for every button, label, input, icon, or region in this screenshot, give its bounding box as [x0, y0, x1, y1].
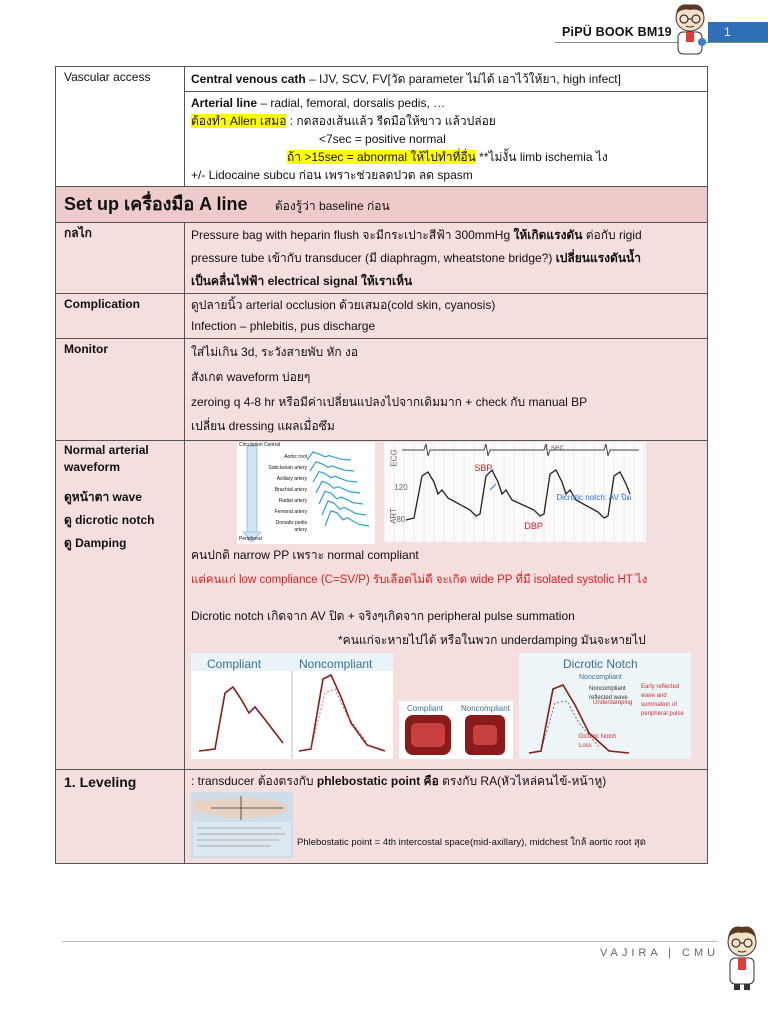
mechanism-cell [185, 223, 708, 294]
noncompliant-title: Noncompliant [299, 657, 373, 672]
setup-header-cell [56, 187, 708, 223]
artery-site-label: Dorsalis pedis artery [275, 519, 307, 534]
setup-note: ต้องรู้ว่า baseline ก่อน [274, 199, 390, 213]
complication-label-cell [56, 294, 185, 339]
fig1-bottom-label: Peripheral [239, 535, 262, 542]
artery-site-label: Brachial artery [274, 486, 307, 493]
monitor-line3: zeroing q 4-8 hr หรือมีค่าเปลี่ยนแปลงไปจากเดิมมาก + check กับ manual BP [191, 394, 588, 409]
waveform-label-cell [56, 440, 185, 769]
reflected-wave-label: Noncompliant reflected wave [589, 686, 628, 702]
notch-loss-label: Dicrotic Notch Loss [579, 734, 617, 750]
leveling-line1: : transducer ต้องตรงกับ [191, 774, 317, 789]
mechanism-line3: เป็นคลื่นไฟฟ้า electrical signal ให้เราเห็น [191, 273, 413, 288]
allen-test-text: : กดสองเส้นแล้ว รีดมือให้ขาว แล้วปล่อย [286, 114, 496, 128]
arterial-line-title: Arterial line [191, 96, 258, 110]
patient-svg [191, 792, 293, 858]
artery-site-label: Aortic root [284, 453, 307, 460]
vessel-noncompliant-label: Noncompliant [461, 704, 510, 714]
sbp-label: SBP [474, 462, 493, 473]
mechanism-line1-bold: ให้เกิดแรงดัน [513, 228, 583, 242]
artery-site-label: Axillary artery [276, 475, 307, 482]
leveling-cell [185, 770, 708, 864]
cvc-text: – IJV, SCV, FV[วัด parameter ไม่ได้ เอาไว้ให้ยา, high infect] [305, 72, 621, 86]
leveling-line1-end: ตรงกับ RA(หัวไหล่คนไข้-หน้าหู) [438, 774, 607, 789]
leveling-label-cell [56, 770, 185, 864]
waveform-sub1: ดูหน้าตา wave [64, 490, 142, 505]
mechanism-label-cell [56, 223, 185, 294]
waveform-line2: แต่คนแก่ low compliance (C=SV/P) รับเลือดไม่ดี จะเกิด wide PP ที่มี isolated systolic HT ไง [191, 573, 648, 586]
lidocaine-note: +/- Lidocaine subcu ก่อน เพราะช่วยลดปวด ลด spasm [191, 168, 473, 182]
underdamping-label: Underdamping [593, 700, 633, 707]
footer-rule [62, 941, 717, 942]
art-label: ART [389, 507, 399, 524]
dicrotic-notch-figure [519, 653, 691, 759]
monitor-label-cell [56, 339, 185, 440]
arterial-line-sites: – radial, femoral, dorsalis pedis, … [257, 96, 446, 110]
propagation-wave-0 [307, 452, 351, 460]
waveform-line1: คนปกติ narrow PP เพราะ normal compliant [191, 547, 419, 562]
monitor-line4: เปลี่ยน dressing แผลเมื่อซึม [191, 419, 335, 434]
vessel-compliant-label: Compliant [407, 704, 444, 714]
complication-label: Complication [64, 297, 141, 312]
mechanism-label: กลไก [64, 226, 92, 240]
doctor-mascot-icon [670, 2, 710, 58]
vascular-access-label: Vascular access [64, 70, 151, 84]
compliance-waveform-figure [191, 653, 393, 759]
mechanism-line2-bold: เปลี่ยนแรงดันน้ำ [555, 250, 641, 265]
artery-site-label: Subclavian artery [268, 464, 307, 471]
art-scale-top: 120 [394, 482, 408, 492]
art-scale-bottom: 80 [396, 514, 406, 524]
ecg-label: ECG [390, 449, 400, 467]
early-reflected-label: Early reflected wave and summation of peripheral pulse [641, 684, 684, 718]
dicrotic-noncompliant-label: Noncompliant [579, 674, 622, 682]
cvc-cell [185, 67, 708, 92]
leveling-label: 1. Leveling [64, 774, 137, 791]
monitor-line1: ใส่ไม่เกิน 3d, ระวังสายพับ หัก งอ [191, 345, 359, 360]
waveform-line3: Dicrotic notch เกิดจาก AV ปิด + จริงๆเกิดจาก peripheral pulse summation [191, 609, 575, 624]
arterial-line-cell [185, 92, 708, 187]
cvc-title: Central venous cath [191, 72, 306, 86]
mechanism-line1: Pressure bag with heparin flush จะมีกระเปาะสีฟ้า 300mmHg [191, 228, 514, 242]
vessel-compliance-figure [399, 701, 513, 759]
dicrotic-notch-title: Dicrotic Notch [563, 657, 638, 672]
leveling-line1-bold: phlebostatic point คือ [316, 774, 439, 789]
dicrotic-notch-label: Dicrotic notch: AV ปิด [556, 492, 632, 502]
wave-propagation-figure [237, 442, 375, 544]
monitor-line2: สังเกต waveform บ่อยๆ [191, 369, 311, 384]
propagation-wave-3 [316, 481, 360, 493]
waveform-cell [185, 440, 708, 769]
phlebostatic-figure [191, 792, 293, 858]
propagation-wave-2 [313, 471, 357, 481]
doctor-mascot-footer-icon [722, 924, 762, 990]
setup-title: Set up เครื่องมือ A line [64, 194, 248, 214]
propagation-wave-6 [325, 511, 369, 526]
header-rule [555, 42, 768, 43]
dbp-label: DBP [524, 520, 543, 531]
complication-cell [185, 294, 708, 339]
waveform-sub2: ดู dicrotic notch [64, 513, 155, 528]
waveform-sub3: ดู Damping [64, 535, 127, 550]
page-number: 1 [708, 22, 768, 42]
mechanism-line1-end: ต่อกับ rigid [582, 228, 642, 242]
monitor-label: Monitor [64, 342, 108, 357]
book-title: PiPÜ BOOK BM19 [562, 25, 672, 39]
waveform-line4: *คนแก่จะหายไปได้ หรือในพวก underdamping มันจะหายไป [338, 633, 646, 648]
complication-line2: Infection – phlebitis, pus discharge [191, 319, 376, 334]
artery-site-label: Femoral artery [274, 508, 307, 515]
propagation-wave-1 [310, 462, 354, 471]
monitor-cell [185, 339, 708, 440]
allen-abnormal-highlight: ถ้า >15sec = abnormal ให้ไปทำที่อื่น [287, 150, 476, 164]
mechanism-line2: pressure tube เข้ากับ transducer (มี diaphragm, wheatstone bridge?) [191, 250, 556, 265]
phlebostatic-caption: Phlebostatic point = 4th intercostal space(mid-axillary), midchest ใกล้ aortic root สุด [297, 837, 646, 849]
allen-abnormal-text: **ไม่งั้น limb ischemia ไง [475, 150, 608, 164]
allen-test-highlight: ต้องทำ Allen เสมอ [191, 114, 287, 128]
fig1-top-label: Circulation Central [239, 441, 281, 448]
art-line-ecg-figure [384, 442, 646, 542]
allen-normal: <7sec = positive normal [319, 132, 446, 146]
compliant-title: Compliant [207, 657, 262, 672]
time-scale-label: 1 sec [544, 442, 564, 452]
vascular-access-label-cell [56, 67, 185, 187]
artery-site-label: Radial artery [278, 497, 307, 504]
notes-table [55, 66, 708, 864]
waveform-label: Normal arterial waveform [64, 442, 149, 474]
footer-text: VAJIRA | CMU [600, 947, 720, 959]
complication-line1: ดูปลายนิ้ว arterial occlusion ด้วยเสมอ(cold skin, cyanosis) [191, 298, 496, 313]
